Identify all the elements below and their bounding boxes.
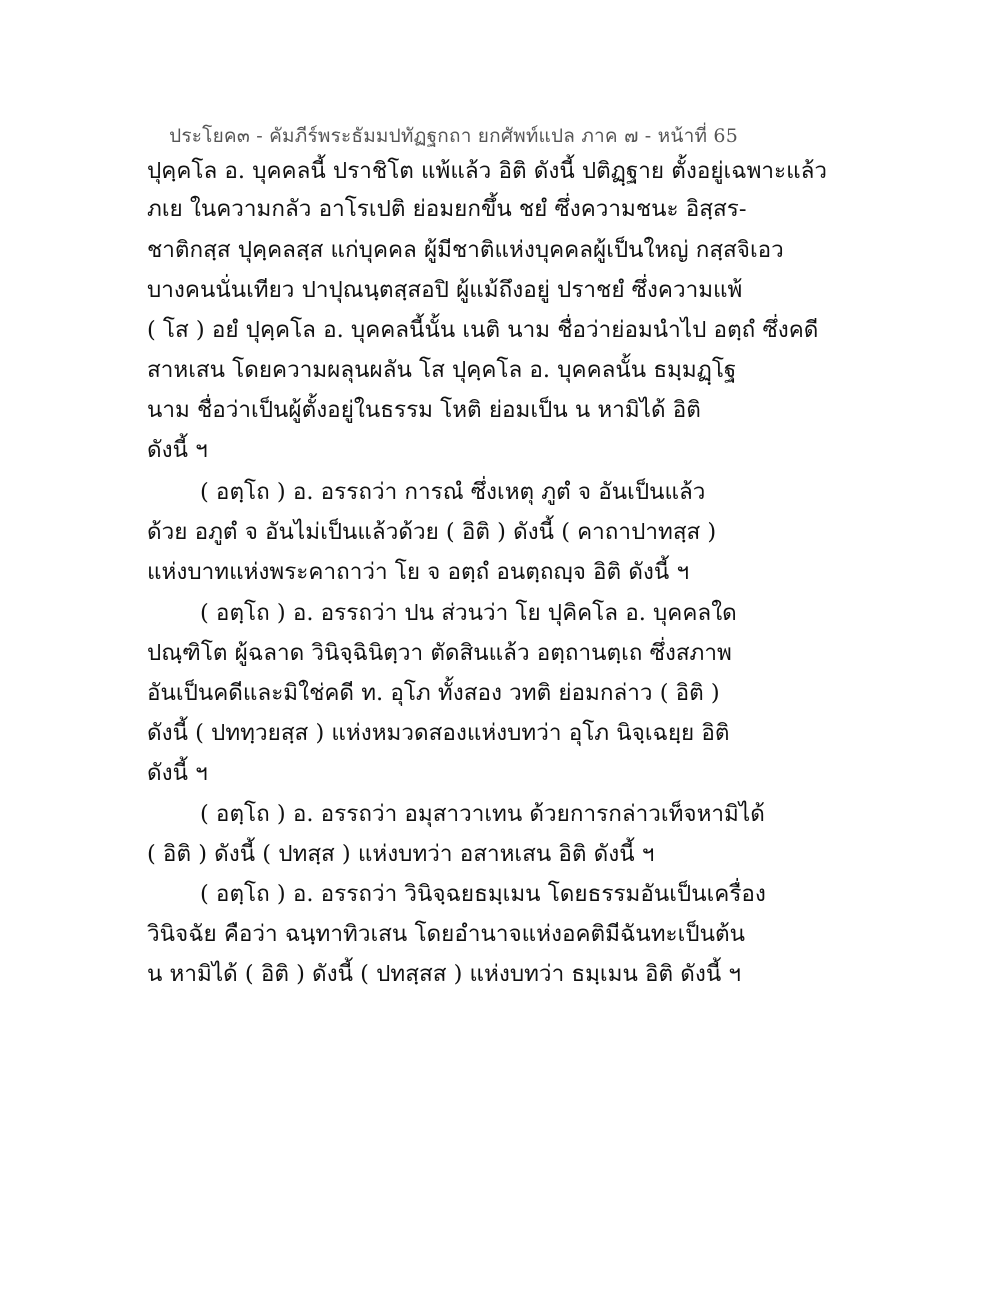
text-line: นาม ชื่อว่าเป็นผู้ตั้งอยู่ในธรรม โหติ ย่อมเป็น น หามิได้ อิติ — [147, 397, 701, 423]
text-line: วินิจฉัย คือว่า ฉนฺทาทิวเสน โดยอำนาจแห่งอคติมีฉันทะเป็นต้น — [147, 921, 745, 947]
text-line: ปณฺฑิโต ผู้ฉลาด วินิจฺฉินิตฺวา ตัดสินแล้ว อตฺถานตฺเถ ซึ่งสภาพ — [147, 640, 732, 666]
text-line: อันเป็นคดีและมิใช่คดี ท. อุโภ ทั้งสอง วทติ ย่อมกล่าว ( อิติ ) — [147, 680, 720, 706]
text-line: ( อตฺโถ ) อ. อรรถว่า วินิจฺฉยธมฺเมน โดยธรรมอันเป็นเครื่อง — [200, 881, 766, 907]
text-line: น หามิได้ ( อิติ ) ดังนี้ ( ปทสฺสส ) แห่งบทว่า ธมฺเมน อิติ ดังนี้ ฯ — [147, 961, 742, 987]
text-line: ภเย ในความกลัว อาโรเปติ ย่อมยกขึ้น ชยํ ซึ่งความชนะ อิสฺสร- — [147, 196, 747, 222]
text-line: ดังนี้ ฯ — [147, 437, 208, 463]
text-line: ( อตฺโถ ) อ. อรรถว่า อมุสาวาเทน ด้วยการกล่าวเท็จหามิได้ — [200, 801, 765, 827]
text-line: ( อตฺโถ ) อ. อรรถว่า ปน ส่วนว่า โย ปุคิคโล อ. บุคคลใด — [200, 600, 737, 626]
text-line: แห่งบาทแห่งพระคาถาว่า โย จ อตฺถํ อนตฺถญฺจ อิติ ดังนี้ ฯ — [147, 559, 690, 585]
text-line: บางคนนั่นเทียว ปาปุณนฺตสฺสอปิ ผู้แม้ถึงอยู่ ปราชยํ ซึ่งความแพ้ — [147, 277, 743, 303]
text-line: ดังนี้ ( ปททฺวยสฺส ) แห่งหมวดสองแห่งบทว่า อุโภ นิจฺเฉยฺย อิติ — [147, 720, 730, 746]
text-line: ด้วย อภูตํ จ อันไม่เป็นแล้วด้วย ( อิติ ) ดังนี้ ( คาถาปาทสฺส ) — [147, 519, 717, 545]
text-line: ( อิติ ) ดังนี้ ( ปทสฺส ) แห่งบทว่า อสาหเสน อิติ ดังนี้ ฯ — [147, 841, 655, 867]
text-line: ชาติกสฺส ปุคฺคลสฺส แก่บุคคล ผู้มีชาติแห่งบุคคลผู้เป็นใหญ่ กสฺสจิเอว — [147, 237, 784, 263]
text-line: ( อตฺโถ ) อ. อรรถว่า การณํ ซึ่งเหตุ ภูตํ จ อันเป็นแล้ว — [200, 479, 706, 505]
text-line: สาหเสน โดยความผลุนผลัน โส ปุคฺคโล อ. บุคคลนั้น ธมฺมฏฺโฐ — [147, 357, 737, 383]
text-line: ปุคฺคโล อ. บุคคลนี้ ปราชิโต แพ้แล้ว อิติ ดังนี้ ปติฏฺฐาย ตั้งอยู่เฉพาะแล้ว — [147, 158, 828, 184]
running-head: ประโยค๓ - คัมภีร์พระธัมมปทัฏฐกถา ยกศัพท์แปล ภาค ๗ - หน้าที่ 65 — [169, 125, 738, 147]
text-line: ดังนี้ ฯ — [147, 760, 208, 786]
text-line: ( โส ) อยํ ปุคฺคโล อ. บุคคลนี้นั้น เนติ นาม ชื่อว่าย่อมนำไป อตฺถํ ซึ่งคดี — [147, 317, 819, 343]
